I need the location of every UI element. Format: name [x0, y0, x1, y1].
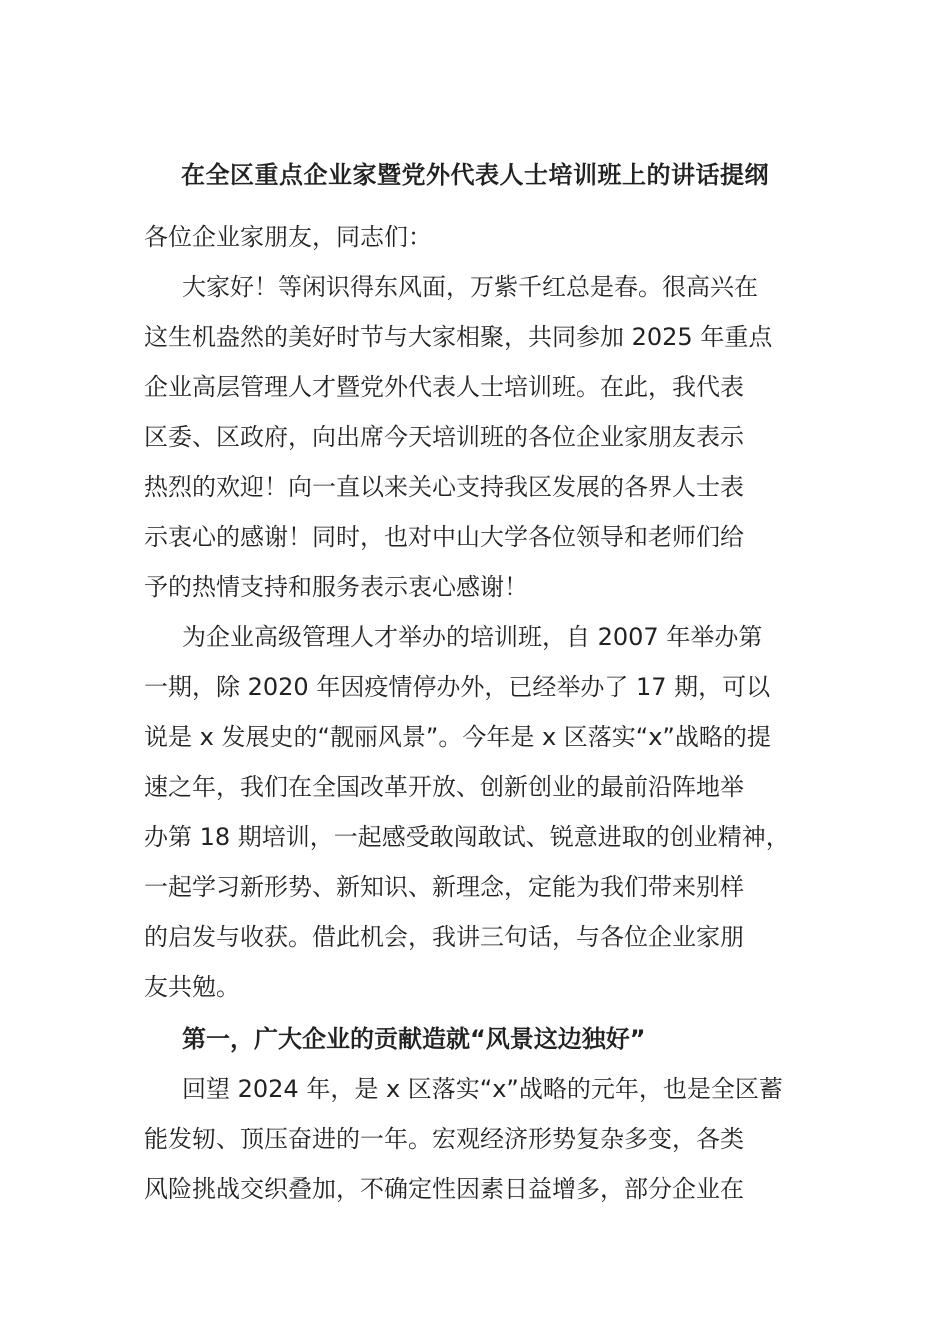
paragraph-line: 能发轫、顶压奋进的一年。宏观经济形势复杂多变，各类 — [144, 1125, 744, 1153]
paragraph-line: 为企业高级管理人才举办的培训班，自 2007 年举办第 — [182, 623, 763, 651]
paragraph-line: 热烈的欢迎！向一直以来关心支持我区发展的各界人士表 — [144, 473, 744, 501]
paragraph-line: 企业高层管理人才暨党外代表人士培训班。在此，我代表 — [144, 373, 744, 401]
paragraph-line: 的启发与收获。借此机会，我讲三句话，与各位企业家朋 — [144, 923, 744, 951]
paragraph-line: 一期，除 2020 年因疫情停办外，已经举办了 17 期，可以 — [144, 673, 771, 701]
paragraph-line: 大家好！等闲识得东风面，万紫千红总是春。很高兴在 — [182, 273, 758, 301]
paragraph-line: 速之年，我们在全国改革开放、创新创业的最前沿阵地举 — [144, 773, 744, 801]
paragraph-line: 说是 x 发展史的“靓丽风景”。今年是 x 区落实“x”战略的提 — [144, 723, 771, 751]
paragraph-line: 风险挑战交织叠加，不确定性因素日益增多，部分企业在 — [144, 1175, 744, 1203]
paragraph-line: 办第 18 期培训，一起感受敢闯敢试、锐意进取的创业精神， — [144, 823, 790, 851]
paragraph-line: 友共勉。 — [144, 973, 240, 1001]
paragraph-line: 示衷心的感谢！同时，也对中山大学各位领导和老师们给 — [144, 523, 744, 551]
paragraph-line: 一起学习新形势、新知识、新理念，定能为我们带来别样 — [144, 873, 744, 901]
salutation: 各位企业家朋友，同志们： — [144, 223, 432, 251]
paragraph-line: 区委、区政府，向出席今天培训班的各位企业家朋友表示 — [144, 423, 744, 451]
section-heading: 第一，广大企业的贡献造就“风景这边独好” — [182, 1025, 646, 1053]
paragraph-line: 这生机盎然的美好时节与大家相聚，共同参加 2025 年重点 — [144, 323, 773, 351]
document-title: 在全区重点企业家暨党外代表人士培训班上的讲话提纲 — [181, 161, 769, 189]
paragraph-line: 回望 2024 年，是 x 区落实“x”战略的元年，也是全区蓄 — [182, 1075, 783, 1103]
paragraph-line: 予的热情支持和服务表示衷心感谢！ — [144, 573, 528, 601]
